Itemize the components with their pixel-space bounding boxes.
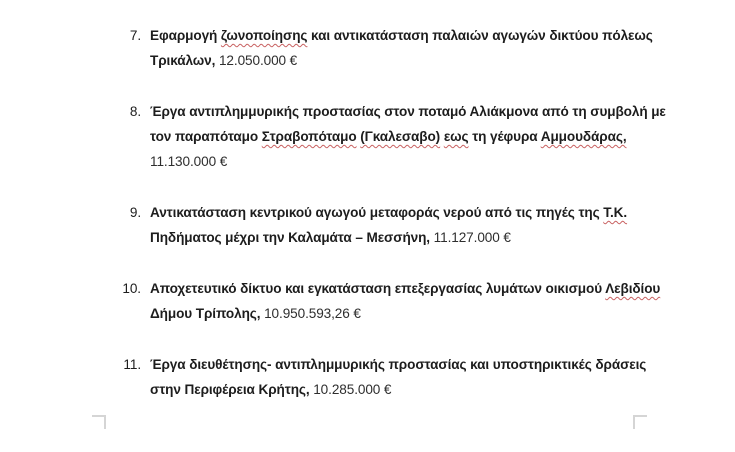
text-segment: Εφαρμογή bbox=[150, 28, 221, 43]
misspelled-word: Στραβοπόταμο bbox=[261, 129, 357, 144]
misspelled-word: Λεβιδίου bbox=[605, 281, 661, 296]
text-boundary-corner-mark-right bbox=[633, 415, 647, 429]
list-item-line bbox=[150, 99, 735, 124]
misspelled-word: εως bbox=[443, 129, 469, 144]
amount-text: 10.950.593,26 € bbox=[264, 306, 361, 321]
list-item-line bbox=[150, 200, 735, 225]
list-item-number: 10. bbox=[122, 281, 141, 296]
list-item-line bbox=[150, 377, 735, 402]
amount-text: 10.285.000 € bbox=[313, 382, 392, 397]
list-item-line bbox=[150, 276, 735, 301]
list-item-number: 7. bbox=[129, 28, 141, 43]
text-segment: Αντικατάσταση κεντρικού αγωγού μεταφοράς νερού από τις πηγές της bbox=[150, 205, 604, 220]
text-segment: Έργα διευθέτησης- αντιπλημμυρικής προστασίας και υποστηρικτικές δράσεις bbox=[150, 357, 647, 372]
text-segment: τη γέφυρα bbox=[468, 129, 541, 144]
list-item-line bbox=[150, 124, 735, 149]
text-boundary-corner-mark-left bbox=[92, 415, 106, 429]
list-item-line bbox=[150, 48, 735, 73]
amount-text: 11.127.000 € bbox=[433, 230, 511, 245]
misspelled-word: (Γκαλεσαβο) bbox=[360, 129, 441, 144]
list-item bbox=[122, 276, 735, 326]
list-item-number: 8. bbox=[129, 104, 141, 119]
list-item bbox=[129, 200, 735, 250]
text-segment: τον παραπόταμο bbox=[150, 129, 262, 144]
list-item-number: 9. bbox=[129, 205, 141, 220]
text-segment: Πηδήματος μέχρι την Καλαμάτα – Μεσσήνη, bbox=[150, 230, 434, 245]
list-item bbox=[123, 352, 735, 402]
list-item-line bbox=[150, 225, 735, 250]
text-segment: Δήμου Τρίπολης, bbox=[150, 306, 265, 321]
text-segment: Τρικάλων, bbox=[150, 53, 219, 68]
text-segment: στην Περιφέρεια Κρήτης, bbox=[150, 382, 314, 397]
list-item-number: 11. bbox=[123, 357, 141, 372]
text-segment: και αντικατάσταση παλαιών αγωγών δικτύου πόλεως bbox=[307, 28, 653, 43]
text-segment: Αποχετευτικό δίκτυο και εγκατάσταση επεξεργασίας λυμάτων οικισμού bbox=[150, 281, 606, 296]
amount-text: 11.130.000 € bbox=[150, 154, 228, 169]
misspelled-word: Τ.Κ. bbox=[603, 205, 628, 220]
list-item bbox=[129, 23, 735, 73]
list-item-line bbox=[150, 352, 735, 377]
text-segment: Έργα αντιπλημμυρικής προστασίας στον ποταμό Αλιάκμονα από τη συμβολή με bbox=[150, 104, 666, 119]
misspelled-word: ζωνοποίησης bbox=[220, 28, 308, 43]
list-item-line bbox=[150, 23, 735, 48]
list-item bbox=[129, 99, 735, 174]
list-item-line bbox=[150, 149, 735, 174]
misspelled-word: Αμμουδάρας, bbox=[540, 129, 627, 144]
list-item-line bbox=[150, 301, 735, 326]
amount-text: 12.050.000 € bbox=[218, 53, 298, 68]
